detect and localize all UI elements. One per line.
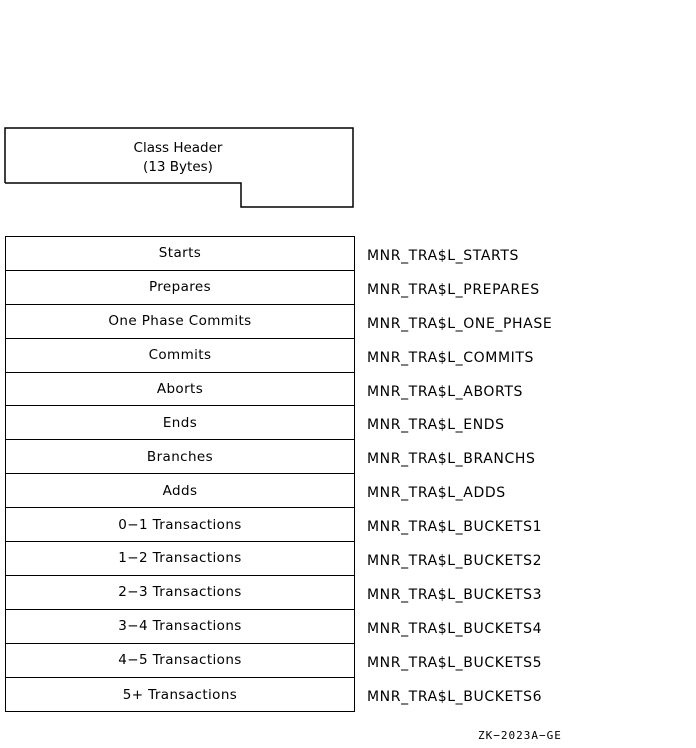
field-cell: 2−3 Transactions [6, 576, 354, 610]
field-cell: Starts [6, 237, 354, 271]
field-symbol: MNR_TRA$L_ENDS [367, 417, 505, 434]
field-symbol: MNR_TRA$L_BUCKETS4 [367, 620, 543, 637]
field-symbol: MNR_TRA$L_ADDS [367, 485, 506, 502]
field-symbol: MNR_TRA$L_ONE_PHASE [367, 315, 553, 332]
field-symbol: MNR_TRA$L_COMMITS [367, 349, 534, 366]
field-symbols-list [367, 239, 687, 713]
field-cell: 3−4 Transactions [6, 610, 354, 644]
figure-id: ZK−2023A−GE [478, 729, 562, 742]
class-header-label [5, 139, 351, 177]
field-cell: 0−1 Transactions [6, 508, 354, 542]
field-symbol: MNR_TRA$L_BUCKETS1 [367, 519, 543, 536]
field-cell: 1−2 Transactions [6, 542, 354, 576]
field-cell: Commits [6, 339, 354, 373]
field-cell: Branches [6, 440, 354, 474]
field-symbol: MNR_TRA$L_BUCKETS5 [367, 654, 543, 671]
field-cell: Aborts [6, 373, 354, 407]
field-symbol: MNR_TRA$L_BUCKETS2 [367, 552, 543, 569]
field-cell: Prepares [6, 271, 354, 305]
field-cell: Ends [6, 406, 354, 440]
record-fields-table [5, 236, 355, 712]
field-symbol: MNR_TRA$L_BRANCHS [367, 451, 536, 468]
field-symbol: MNR_TRA$L_ABORTS [367, 383, 523, 400]
class-header-title: Class Header [133, 140, 223, 156]
field-symbol: MNR_TRA$L_BUCKETS6 [367, 688, 543, 705]
field-symbol: MNR_TRA$L_STARTS [367, 247, 519, 264]
field-cell: 4−5 Transactions [6, 644, 354, 678]
field-symbol: MNR_TRA$L_PREPARES [367, 281, 540, 298]
field-cell: One Phase Commits [6, 305, 354, 339]
field-symbol: MNR_TRA$L_BUCKETS3 [367, 586, 543, 603]
field-cell: 5+ Transactions [122, 686, 238, 703]
class-header-size: (13 Bytes) [143, 159, 213, 175]
field-cell: Adds [6, 474, 354, 508]
